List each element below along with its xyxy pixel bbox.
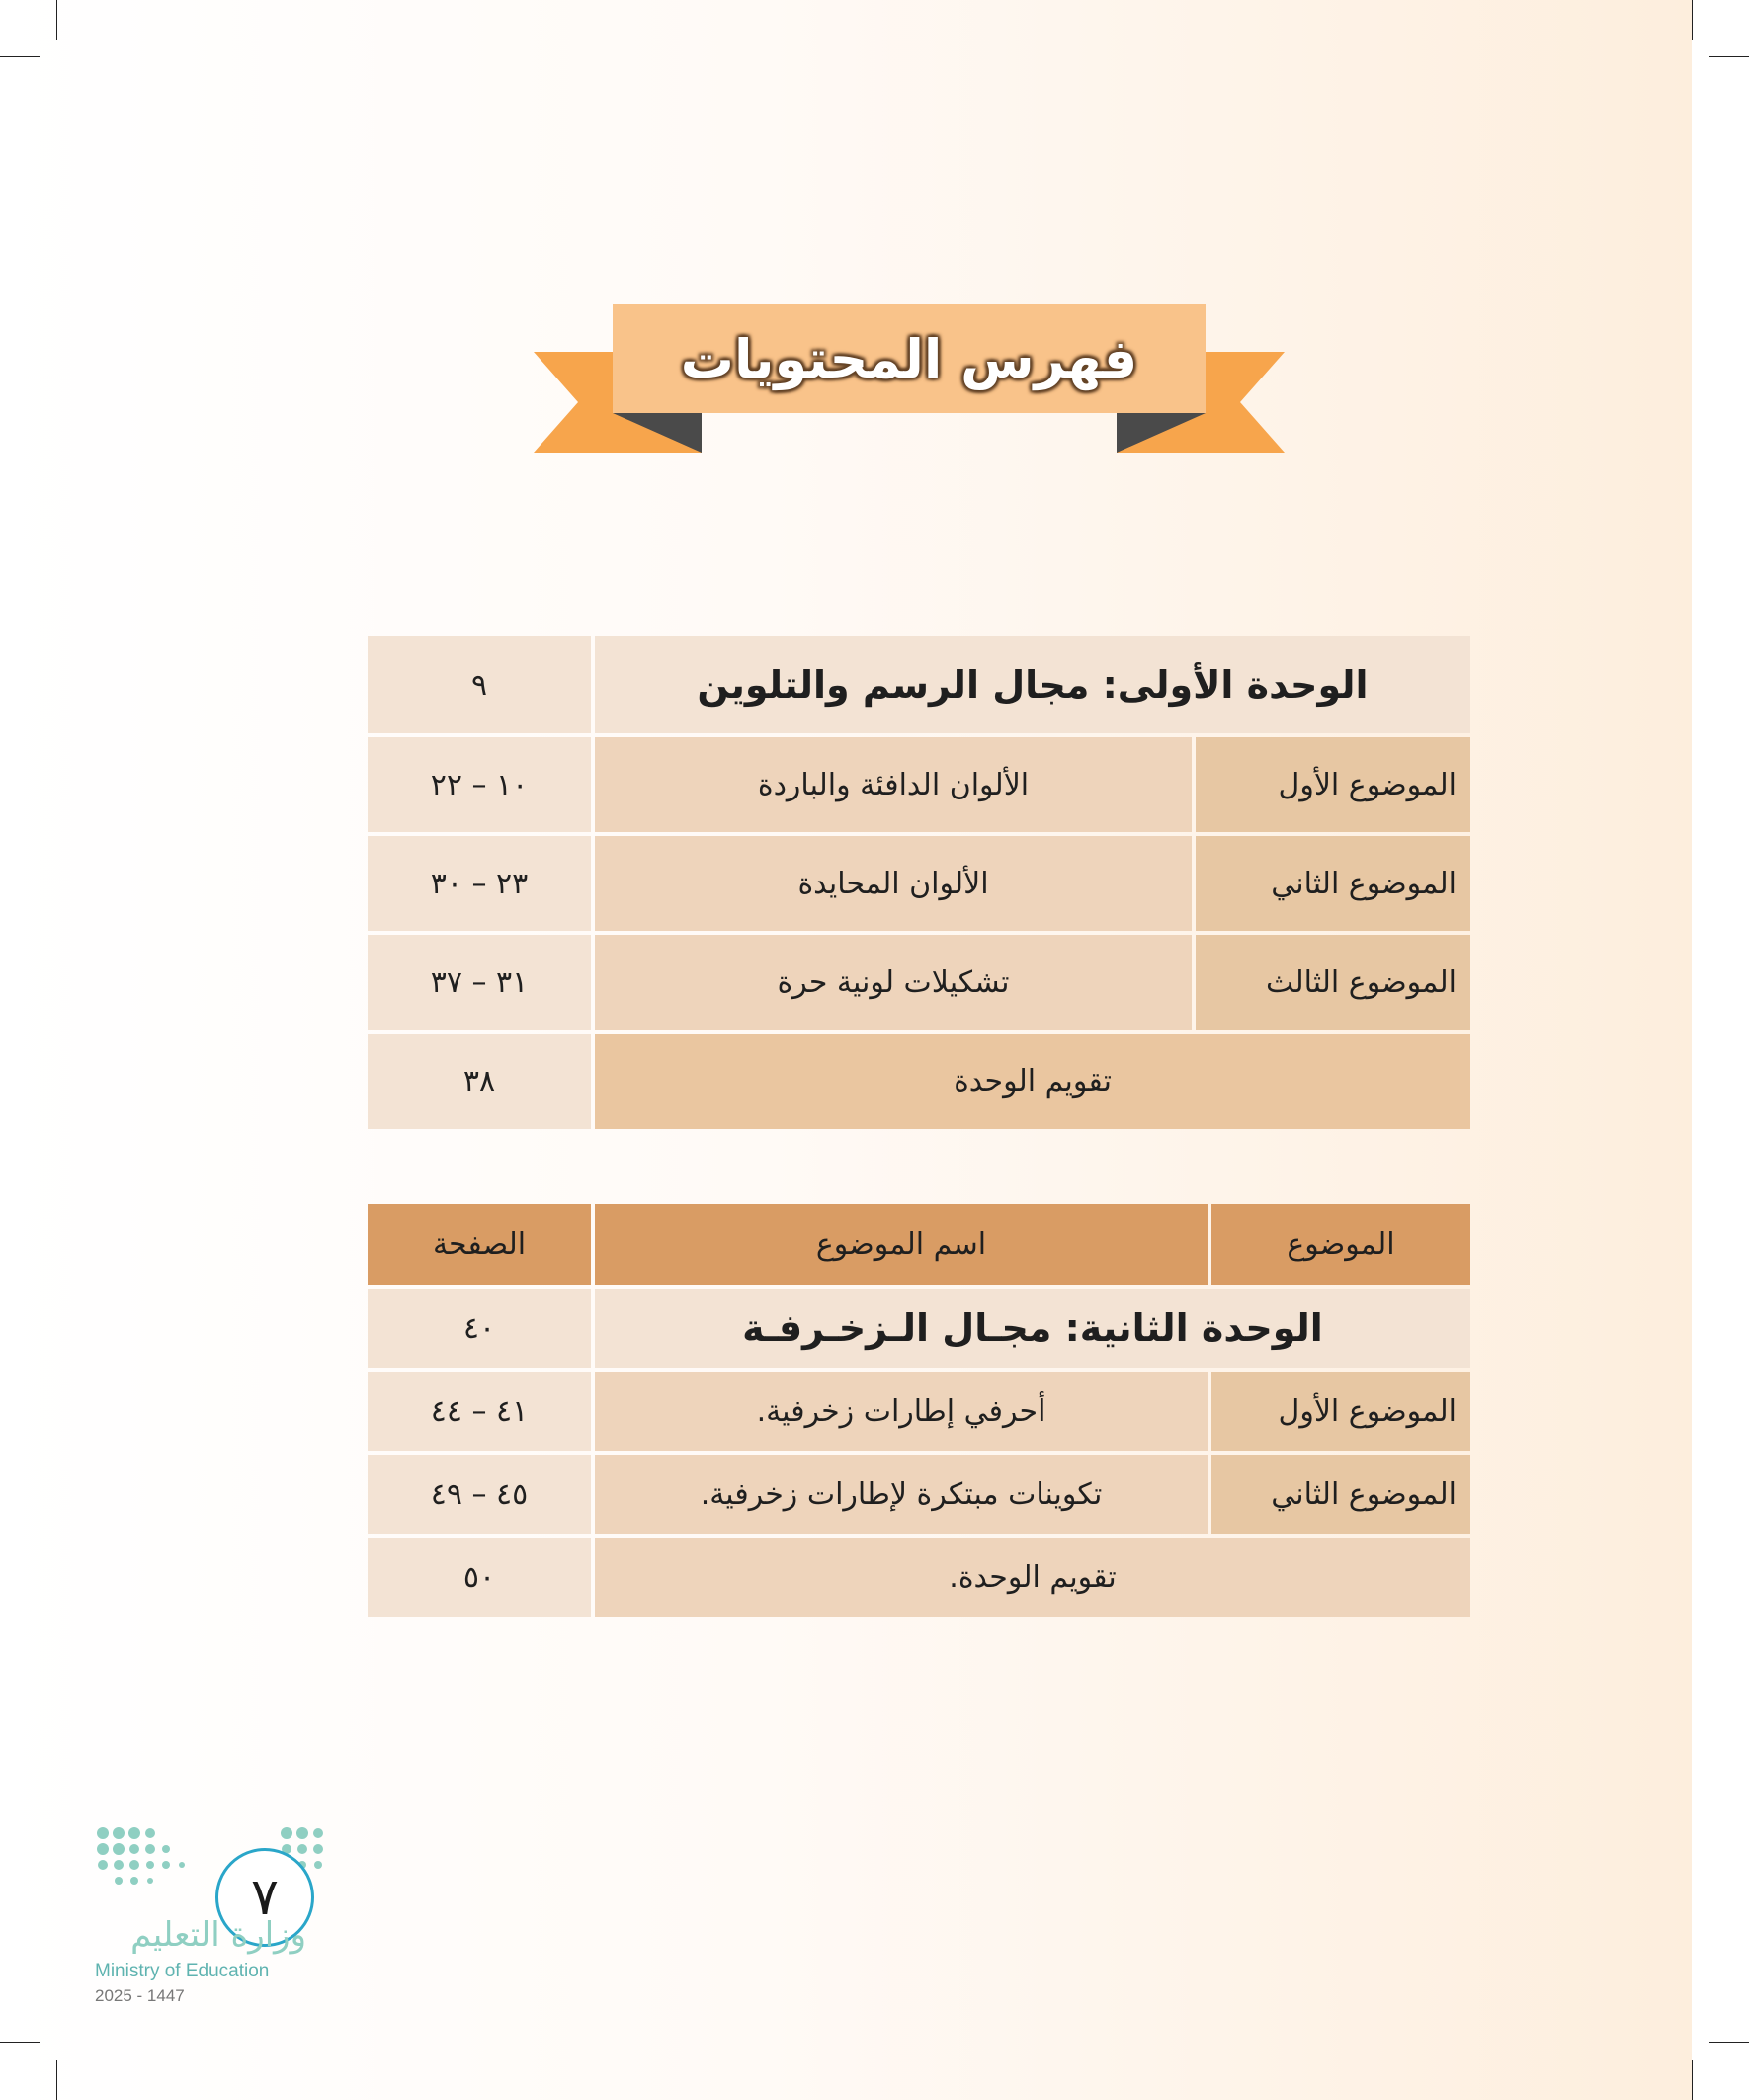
topic-name: تشكيلات لونية حرة bbox=[595, 935, 1192, 1030]
crop-mark bbox=[1709, 2042, 1749, 2043]
unit1-title: الوحدة الأولى: مجال الرسم والتلوين bbox=[595, 636, 1470, 733]
unit2-table bbox=[364, 1200, 1474, 1621]
topic-pages: ٤٥ – ٤٩ bbox=[368, 1455, 591, 1534]
topic-label: الموضوع الأول bbox=[1211, 1372, 1470, 1451]
logo-arabic-text: وزارة التعليم bbox=[130, 1915, 306, 1955]
table-row bbox=[368, 1455, 1470, 1534]
page-number: ٧ bbox=[215, 1848, 314, 1947]
evaluation-page: ٣٨ bbox=[368, 1034, 591, 1129]
crop-mark bbox=[1709, 56, 1749, 57]
topic-pages: ٢٣ – ٣٠ bbox=[368, 836, 591, 931]
table-row bbox=[368, 1034, 1470, 1129]
crop-mark bbox=[1692, 0, 1693, 40]
topic-label: الموضوع الثالث bbox=[1196, 935, 1470, 1030]
column-header-page: الصفحة bbox=[368, 1204, 591, 1285]
crop-mark bbox=[56, 0, 57, 40]
topic-name: تكوينات مبتكرة لإطارات زخرفية. bbox=[595, 1455, 1208, 1534]
topic-pages: ١٠ – ٢٢ bbox=[368, 737, 591, 832]
unit-evaluation: تقويم الوحدة bbox=[595, 1034, 1470, 1129]
table-row bbox=[368, 1289, 1470, 1368]
unit2-title: الوحدة الثانية: مجـال الـزخـرفـة bbox=[595, 1289, 1470, 1368]
crop-mark bbox=[0, 56, 40, 57]
topic-name: أحرفي إطارات زخرفية. bbox=[595, 1372, 1208, 1451]
unit2-page: ٤٠ bbox=[368, 1289, 591, 1368]
table-row bbox=[368, 935, 1470, 1030]
unit1-table bbox=[364, 632, 1474, 1133]
crop-mark bbox=[1692, 2060, 1693, 2100]
table-row bbox=[368, 636, 1470, 733]
topic-label: الموضوع الأول bbox=[1196, 737, 1470, 832]
topic-pages: ٣١ – ٣٧ bbox=[368, 935, 591, 1030]
table-header-row bbox=[368, 1204, 1470, 1285]
topic-label: الموضوع الثاني bbox=[1211, 1455, 1470, 1534]
crop-mark bbox=[0, 2042, 40, 2043]
crop-mark bbox=[56, 2060, 57, 2100]
table-row bbox=[368, 1538, 1470, 1617]
logo-year: 2025 - 1447 bbox=[95, 1986, 185, 2005]
table-row bbox=[368, 737, 1470, 832]
topic-label: الموضوع الثاني bbox=[1196, 836, 1470, 931]
table-row bbox=[368, 1372, 1470, 1451]
column-header-topic-name: اسم الموضوع bbox=[595, 1204, 1208, 1285]
topic-name: الألوان المحايدة bbox=[595, 836, 1192, 931]
unit1-page: ٩ bbox=[368, 636, 591, 733]
title-ribbon bbox=[534, 304, 1285, 453]
page-title: فهرس المحتويات bbox=[680, 327, 1138, 390]
topic-name: الألوان الدافئة والباردة bbox=[595, 737, 1192, 832]
evaluation-page: ٥٠ bbox=[368, 1538, 591, 1617]
topic-pages: ٤١ – ٤٤ bbox=[368, 1372, 591, 1451]
column-header-topic: الموضوع bbox=[1211, 1204, 1470, 1285]
unit-evaluation: تقويم الوحدة. bbox=[595, 1538, 1470, 1617]
table-row bbox=[368, 836, 1470, 931]
logo-english-text: Ministry of Education bbox=[95, 1961, 270, 1981]
